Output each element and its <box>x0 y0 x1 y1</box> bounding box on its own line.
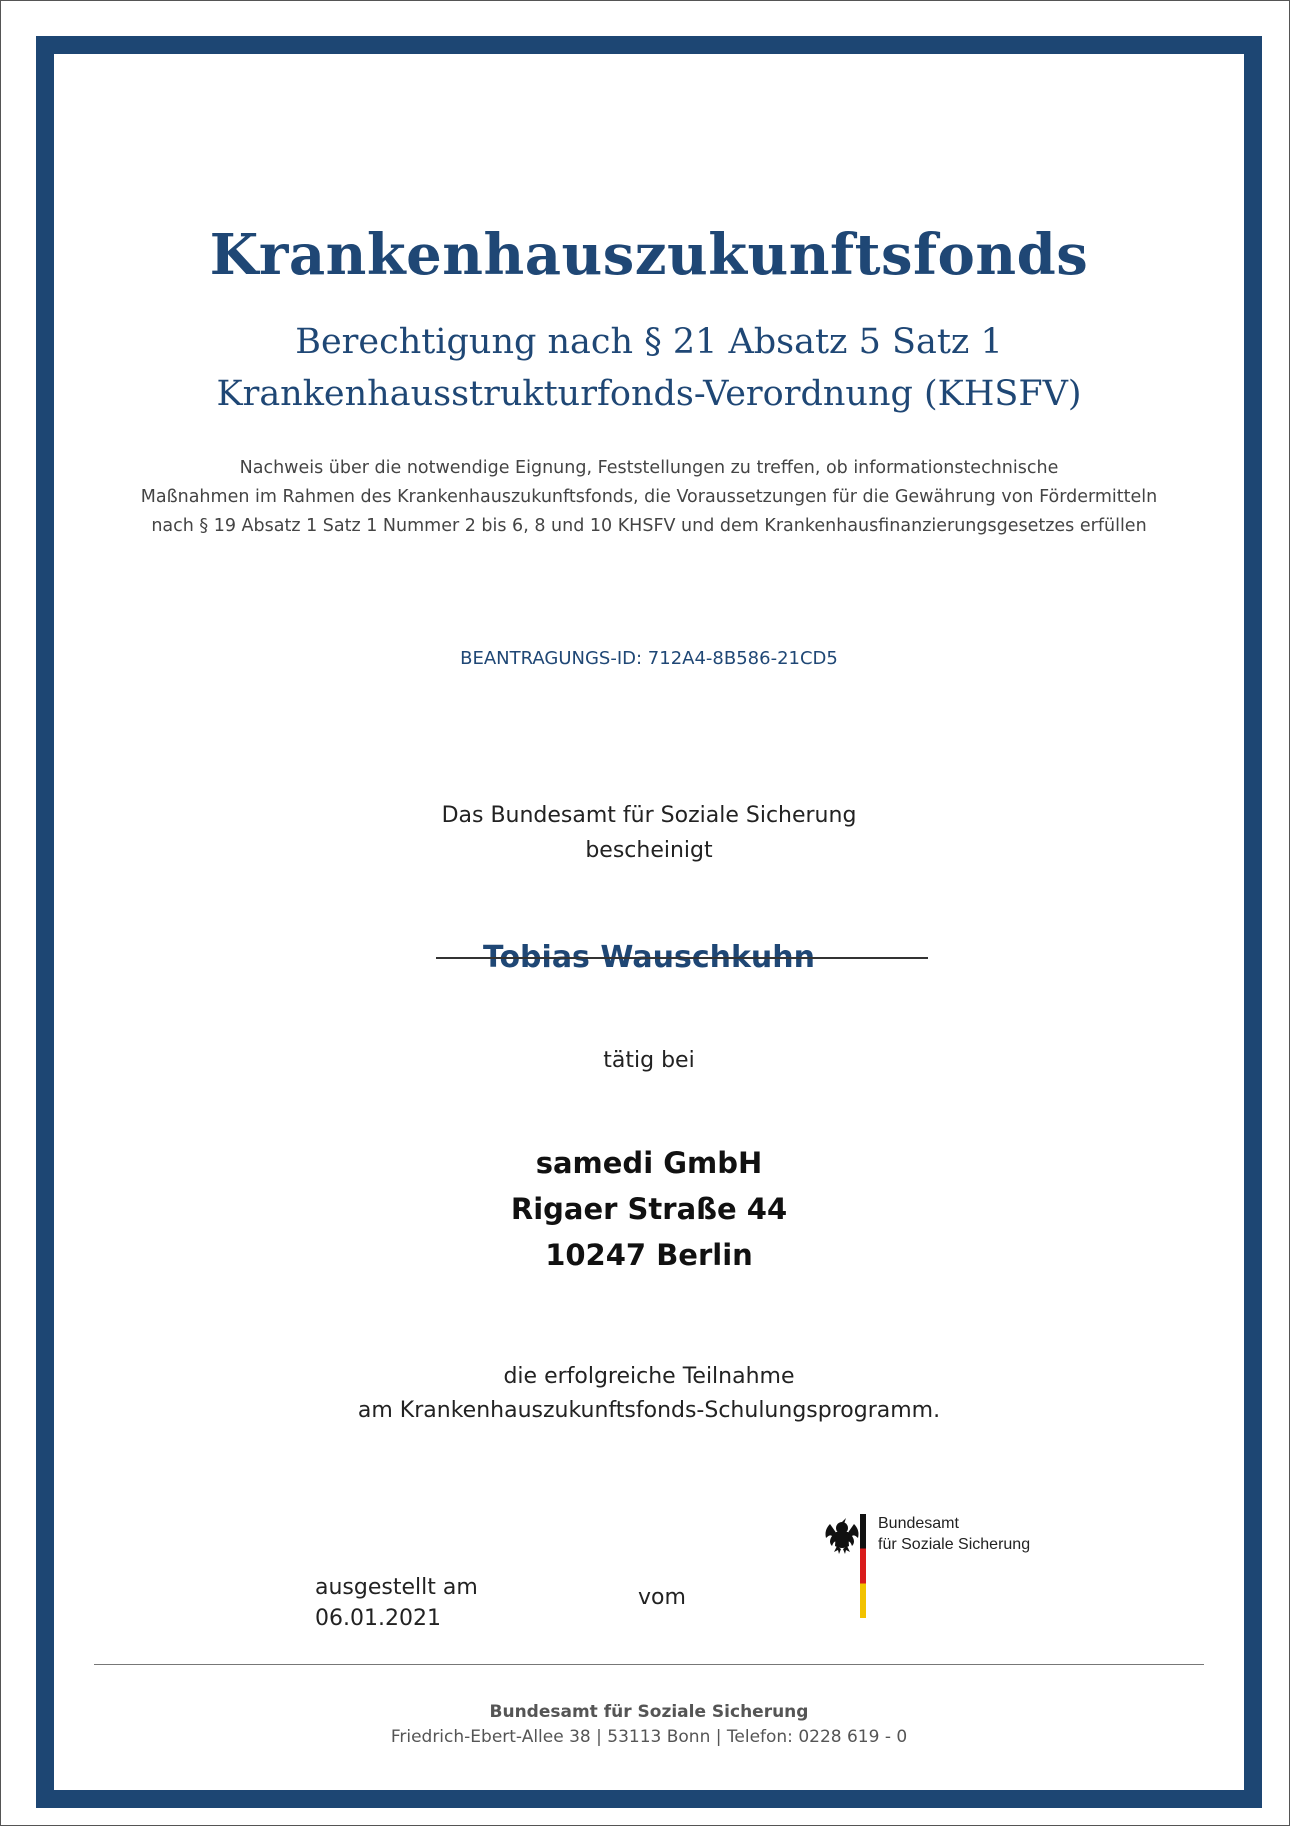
company-address <box>54 1140 1244 1278</box>
subtitle-line-1: Berechtigung nach § 21 Absatz 5 Satz 1 <box>295 322 1003 362</box>
participation-line-2: am Krankenhauszukunftsfonds-Schulungsprogramm. <box>357 1398 941 1423</box>
company-city: 10247 Berlin <box>545 1238 753 1272</box>
recipient-name: Tobias Wauschkuhn <box>482 940 816 975</box>
description-line-1: Nachweis über die notwendige Eignung, Feststellungen zu treffen, ob informationstechnische <box>239 458 1059 478</box>
footer-organization: Bundesamt für Soziale Sicherung <box>489 1702 809 1722</box>
certificate-subtitle <box>54 316 1244 420</box>
description-line-3: nach § 19 Absatz 1 Satz 1 Nummer 2 bis 6, 8 und 10 KHSFV und dem Krankenhausfinanzierungsgesetzes erfüllen <box>151 516 1147 536</box>
logo-wordmark <box>878 1513 1030 1555</box>
certificate-description <box>54 454 1244 541</box>
footer-divider <box>94 1664 1204 1665</box>
footer-address: Friedrich-Ebert-Allee 38 | 53113 Bonn | Telefon: 0228 619 - 0 <box>390 1727 908 1747</box>
participation-line-1: die erfolgreiche Teilnahme <box>503 1364 795 1389</box>
company-street: Rigaer Straße 44 <box>510 1192 788 1226</box>
issuer-line-1: Das Bundesamt für Soziale Sicherung <box>441 803 857 828</box>
issuer-statement <box>54 798 1244 868</box>
recipient-underline <box>436 957 928 959</box>
company-name: samedi GmbH <box>535 1146 763 1180</box>
issuer-line-2: bescheinigt <box>585 838 713 863</box>
subtitle-line-2: Krankenhausstrukturfonds-Verordnung (KHSFV) <box>216 374 1082 414</box>
participation-statement <box>54 1360 1244 1428</box>
from-label: vom <box>638 1585 686 1610</box>
issued-block <box>315 1572 478 1634</box>
logo-line-2: für Soziale Sicherung <box>878 1536 1031 1553</box>
description-line-2: Maßnahmen im Rahmen des Krankenhauszukunftsfonds, die Voraussetzungen für die Gewährung von Fördermitteln <box>140 487 1158 507</box>
issued-date: 06.01.2021 <box>315 1606 441 1631</box>
certificate-title: Krankenhauszukunftsfonds <box>209 222 1089 288</box>
application-id: BEANTRAGUNGS-ID: 712A4-8B586-21CD5 <box>460 648 838 669</box>
logo-line-1: Bundesamt <box>878 1515 959 1532</box>
employer-label: tätig bei <box>603 1048 695 1073</box>
issued-label: ausgestellt am <box>315 1575 478 1600</box>
certificate-frame <box>36 36 1262 1808</box>
flag-stripe <box>860 1514 866 1618</box>
